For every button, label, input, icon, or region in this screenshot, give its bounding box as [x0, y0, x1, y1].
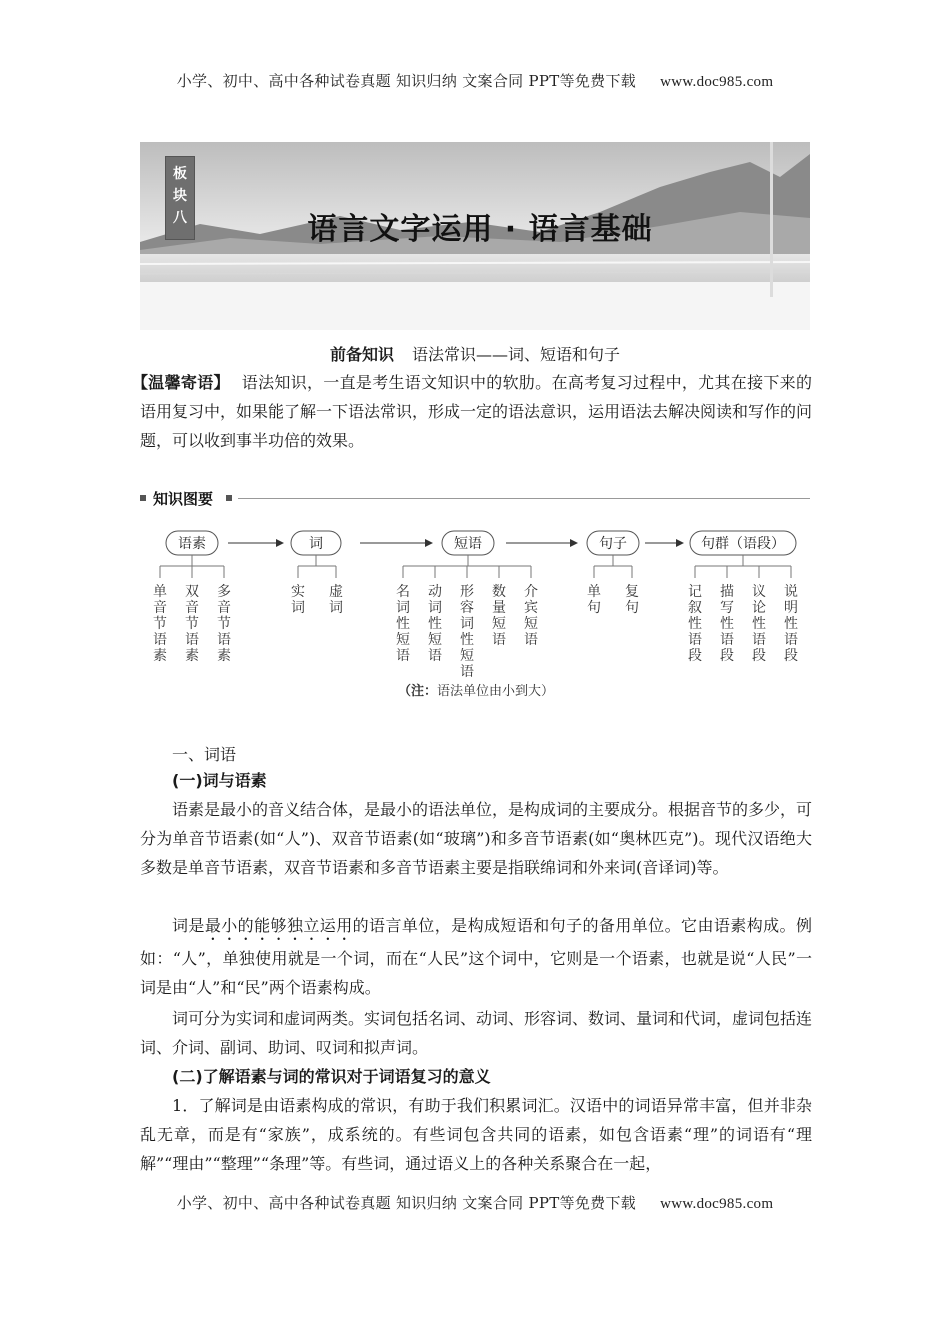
branch-label: 记叙性语段: [688, 585, 702, 664]
map-heading-label: 知识图要: [153, 490, 214, 508]
square-bullet-icon: [226, 495, 232, 501]
heading-rule: [238, 498, 810, 499]
branch-label: 介宾短语: [524, 585, 538, 648]
subtitle-text: 语法常识——词、短语和句子: [412, 345, 621, 364]
header-url[interactable]: www.doc985.com: [660, 74, 774, 90]
square-bullet-icon: [140, 495, 146, 501]
page-header: [0, 70, 950, 91]
branch-label: 动词性短语: [428, 585, 442, 664]
node-label: 词: [309, 537, 323, 552]
branch-label: 形容词性短语: [460, 585, 474, 680]
branch-leaves: [153, 583, 798, 680]
branch-label: 单句: [587, 585, 601, 616]
footer-url[interactable]: www.doc985.com: [660, 1196, 774, 1212]
banner-title: 语言文字运用 · 语言基础: [307, 212, 653, 247]
knowledge-map-heading: [140, 488, 810, 510]
branch-label: 实词: [291, 585, 305, 616]
p2-pre: 词是: [172, 916, 205, 935]
node-label: 短语: [454, 537, 482, 552]
subsection-heading-a: (一)词与语素: [172, 771, 267, 790]
p2-post: 的语言单位，是构成短语和句子的备用单位。它由语素构成。例如：“人”，单独使用就是一个词，而在“人民”这个词中，它则是一个语素，也就是说“人民”一词是由“人”和“民”两个语素构成。: [140, 916, 812, 997]
branch-label: 虚词: [329, 585, 343, 616]
p2-emphasis: 最小的能够独立运用: [204, 916, 353, 935]
note-label: （注：: [397, 683, 437, 698]
subtitle-label: 前备知识: [329, 345, 394, 364]
grammar-unit-diagram: [140, 522, 812, 702]
branch-label: 说明性语段: [784, 585, 798, 664]
branch-label: 复句: [625, 585, 639, 616]
intro-paragraph: [132, 368, 813, 455]
tag-char: 板: [173, 166, 187, 182]
branch-label: 多音节语素: [217, 585, 231, 664]
paragraph-significance: 1．了解词是由语素构成的常识，有助于我们积累词汇。汉语中的词语异常丰富，但并非杂乱无章，而是有“家族”，成系统的。有些词包含共同的语素，如包含语素“理”的词语有“理解”“理由”“整理”“条理”等。有些词，通过语义上的各种关系聚合在一起，: [140, 1096, 812, 1173]
subsection-heading-b: (二)了解语素与词的常识对于词语复习的意义: [172, 1067, 491, 1086]
intro-text: 语法知识，一直是考生语文知识中的软肋。在高考复习过程中，尤其在接下来的语用复习中，如果能了解一下语法常识，形成一定的语法意识，运用语法去解决阅读和写作的问题，可以收到事半功倍的效果。: [140, 373, 813, 450]
footer-text: 小学、初中、高中各种试卷真题 知识归纳 文案合同 PPT等免费下载: [176, 1194, 637, 1212]
branch-label: 描写性语段: [720, 585, 734, 664]
paragraph-morpheme: 语素是最小的音义结合体，是最小的语法单位，是构成词的主要成分。根据音节的多少，可分为单音节语素(如“人”)、双音节语素(如“玻璃”)和多音节语素(如“奥林匹克”)。现代汉语绝大多数是单音节语素，双音节语素和多音节语素主要是指联绵词和外来词(音译词)等。: [140, 800, 813, 877]
paragraph-word: [140, 911, 812, 1002]
note-text: 语法单位由小到大）: [437, 683, 555, 698]
node-label: 句子: [599, 537, 627, 552]
section-heading-1: 一、词语: [172, 745, 237, 764]
header-text: 小学、初中、高中各种试卷真题 知识归纳 文案合同 PPT等免费下载: [176, 72, 637, 90]
branch-label: 名词性短语: [396, 585, 410, 664]
paragraph-word-classes: 词可分为实词和虚词两类。实词包括名词、动词、形容词、数词、量词和代词，虚词包括连词、介词、副词、助词、叹词和拟声词。: [140, 1009, 813, 1057]
tag-char: 八: [173, 210, 187, 226]
lesson-subtitle: [0, 342, 950, 365]
branch-label: 单音节语素: [153, 585, 167, 664]
node-label: 语素: [178, 537, 206, 552]
intro-label: 【温馨寄语】: [132, 373, 230, 392]
branch-label: 议论性语段: [752, 585, 766, 664]
section-banner: [140, 142, 810, 330]
branch-label: 数量短语: [492, 585, 506, 648]
tag-char: 块: [173, 188, 187, 204]
node-label: 句群（语段）: [701, 537, 785, 552]
section-tag: [165, 156, 195, 240]
page-footer: [0, 1192, 950, 1213]
map-note: [398, 683, 554, 698]
branch-label: 双音节语素: [185, 585, 199, 664]
